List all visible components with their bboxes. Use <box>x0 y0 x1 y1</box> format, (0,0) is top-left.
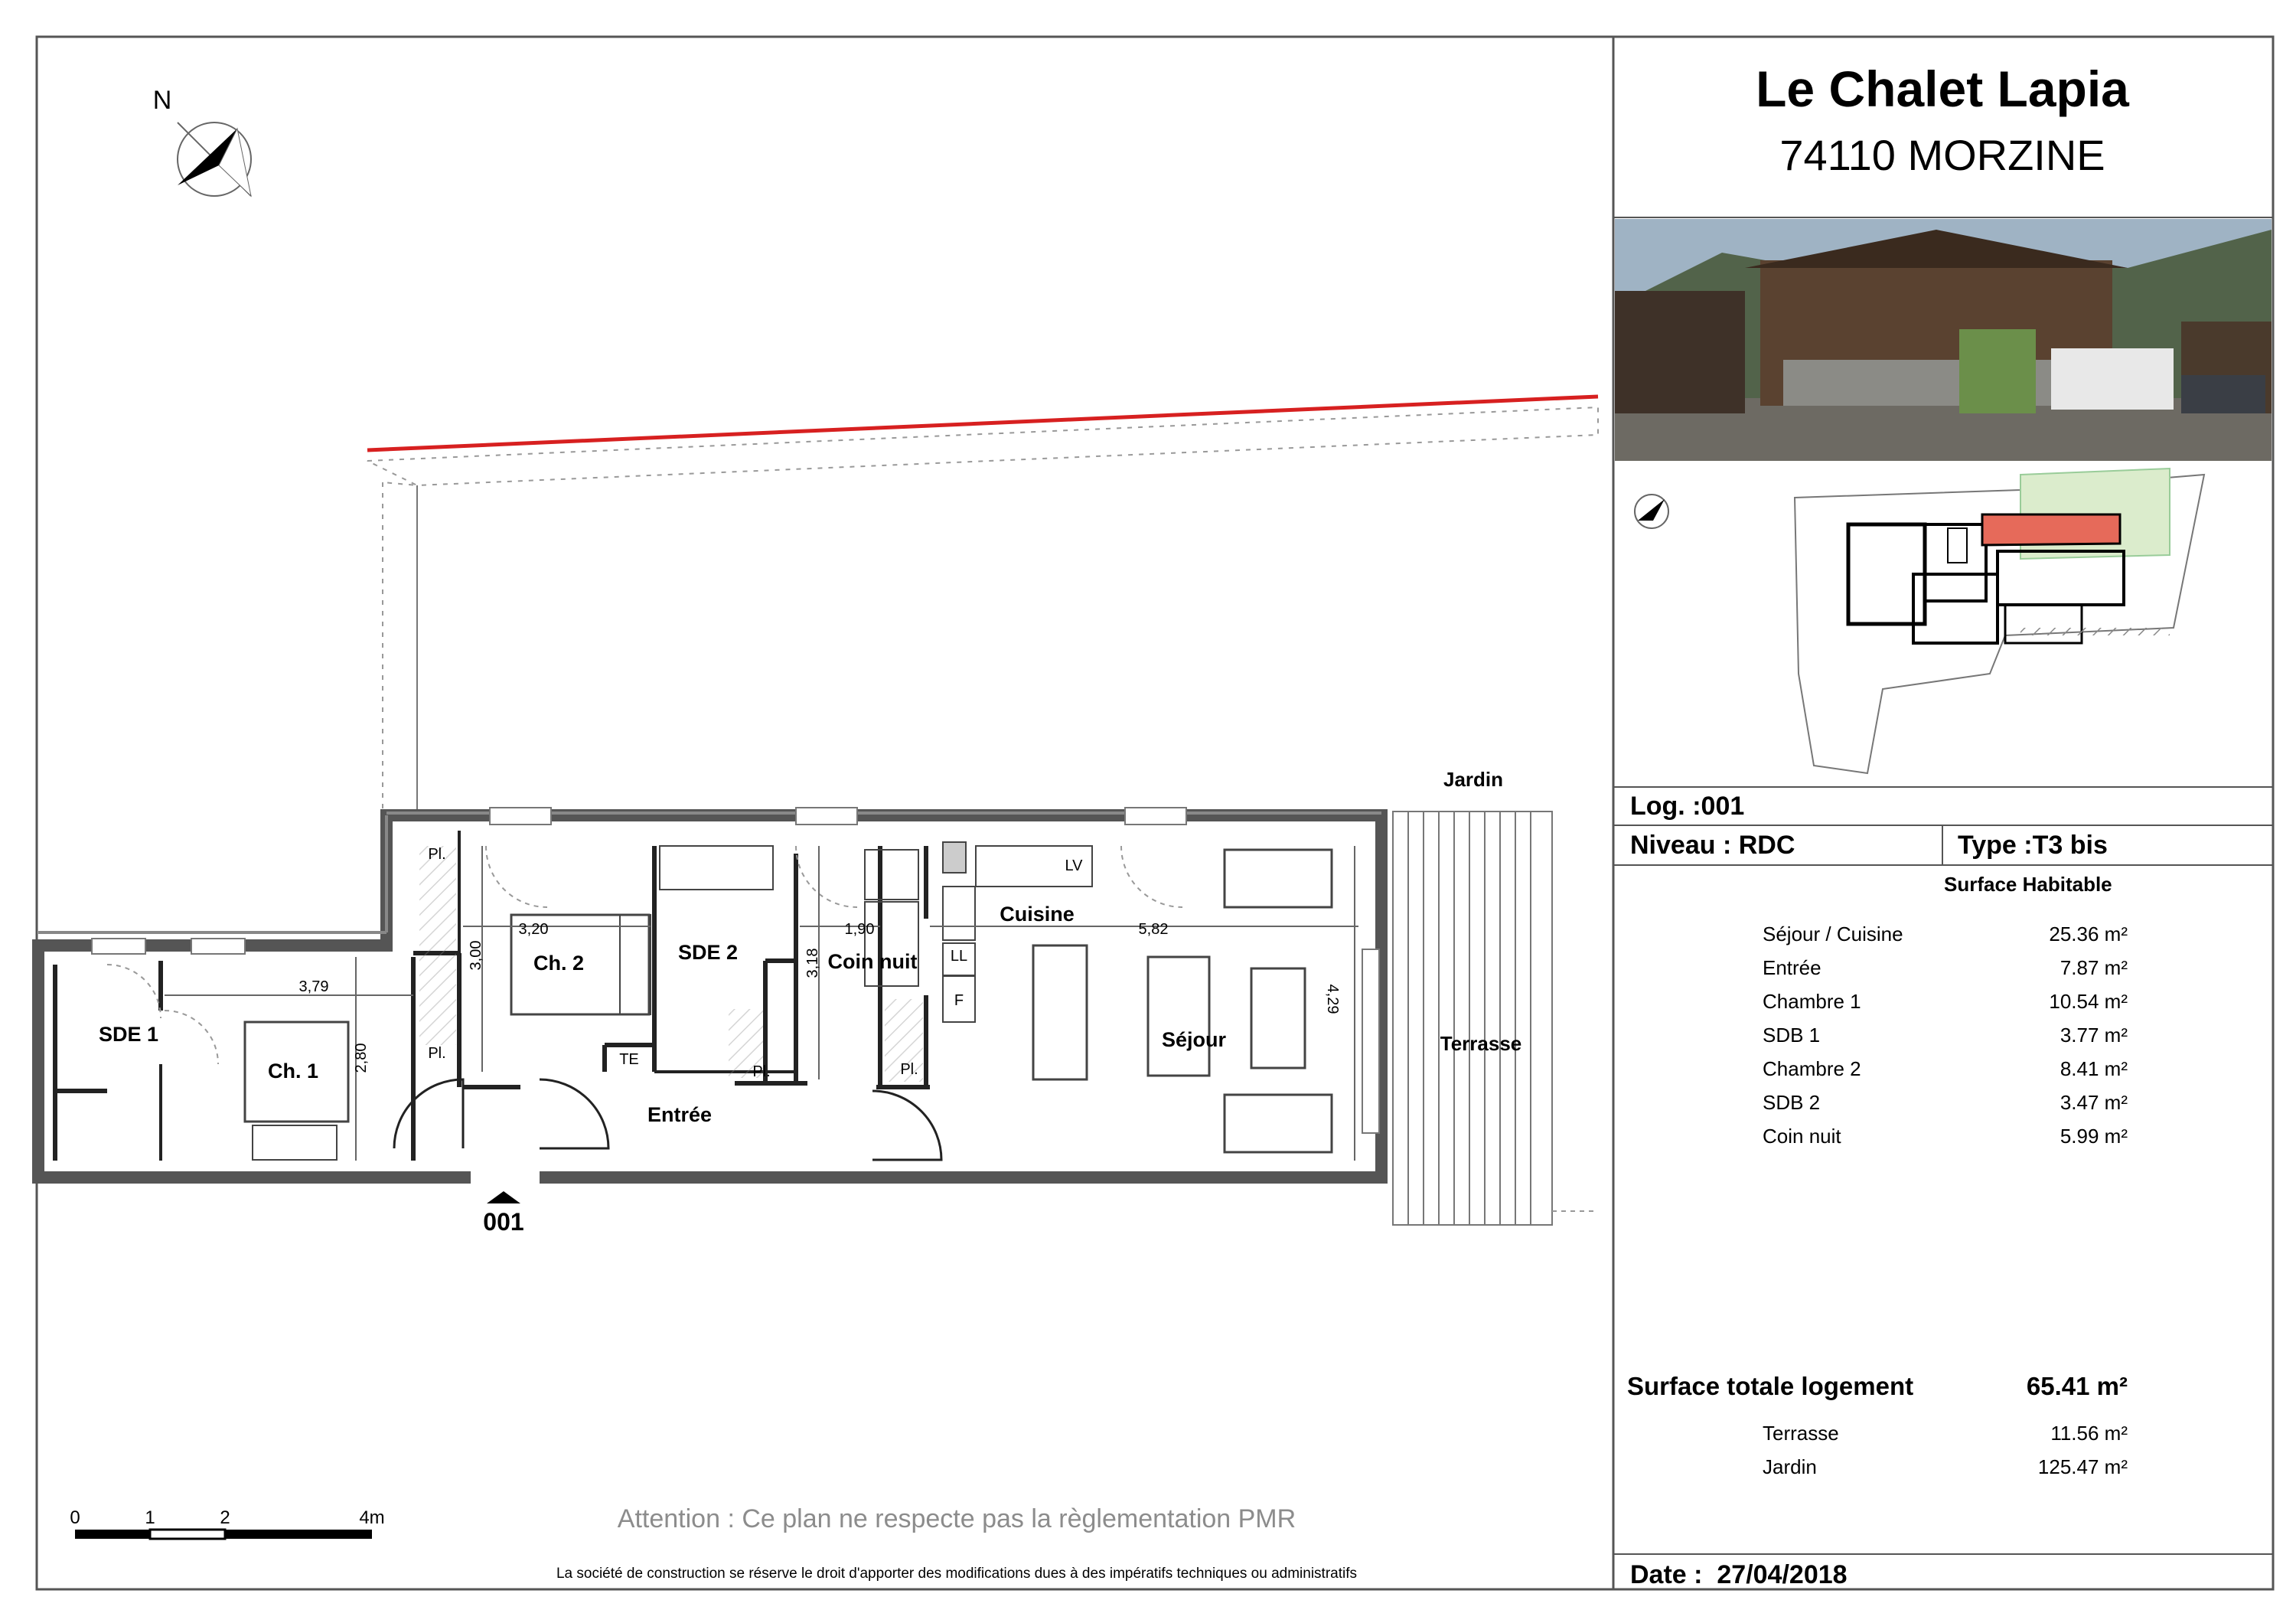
room-label-entree: Entrée <box>647 1103 713 1126</box>
dimension-label: 3,18 <box>804 948 821 978</box>
surface-room-area: 25.36 m² <box>2049 923 2128 945</box>
dimension-label: 4,29 <box>1324 984 1341 1014</box>
project-title: Le Chalet Lapia <box>1756 60 2129 117</box>
dimension-label: 2,80 <box>353 1043 370 1073</box>
pmr-warning: Attention : Ce plan ne respecte pas la règlementation PMR <box>617 1504 1296 1533</box>
dimension-label: 3,00 <box>468 940 484 971</box>
extra-area: 125.47 m² <box>2037 1455 2128 1478</box>
fixture-label: Pl. <box>900 1061 918 1078</box>
dimension-label: 3,20 <box>518 921 549 938</box>
surface-room-area: 10.54 m² <box>2049 990 2128 1013</box>
extra-name: Jardin <box>1763 1455 1817 1478</box>
fixture-label: Pl. <box>428 1045 446 1062</box>
surface-room-area: 8.41 m² <box>2060 1057 2128 1080</box>
log-label: Log. : <box>1630 792 1701 821</box>
room-label-ch1: Ch. 1 <box>267 1060 319 1083</box>
dimension-label: 5,82 <box>1138 921 1169 938</box>
project-address: 74110 MORZINE <box>1779 131 2105 179</box>
room-label-cuisine: Cuisine <box>1000 903 1075 926</box>
surface-room-name: SDB 1 <box>1763 1024 1821 1047</box>
type-label: Type : <box>1958 831 2033 860</box>
room-label-sde1: SDE 1 <box>98 1023 159 1046</box>
unit-number: 001 <box>483 1208 524 1236</box>
room-label-sde2: SDE 2 <box>677 941 739 964</box>
scale-label: 2 <box>220 1507 230 1528</box>
legal-disclaimer: La société de construction se réserve le droit d'apporter des modifications dues à des impératifs techniques ou administratifs <box>556 1566 1357 1582</box>
fixture-label: LV <box>1065 857 1083 874</box>
type-value: T3 bis <box>2032 831 2108 860</box>
surface-room-name: SDB 2 <box>1763 1091 1821 1114</box>
surface-room-area: 7.87 m² <box>2060 956 2128 979</box>
surface-room-name: Séjour / Cuisine <box>1763 923 1903 945</box>
scale-label: 0 <box>70 1507 80 1528</box>
surface-room-name: Chambre 2 <box>1763 1057 1861 1080</box>
fixture-label: TE <box>619 1051 639 1068</box>
fixture-label: Pl. <box>428 846 446 863</box>
room-label-coin-nuit: Coin nuit <box>827 950 918 973</box>
extra-name: Terrasse <box>1763 1422 1839 1445</box>
scale-label: 4m <box>359 1507 385 1528</box>
dimension-label: 3,79 <box>298 978 329 995</box>
surface-room-name: Chambre 1 <box>1763 990 1861 1013</box>
niveau-label: Niveau : <box>1630 831 1732 860</box>
surface-total-label: Surface totale logement <box>1627 1372 1914 1400</box>
compass-north-label: N <box>152 86 172 115</box>
scale-label: 1 <box>145 1507 155 1528</box>
type-field <box>1958 831 2108 860</box>
room-label-sejour: Séjour <box>1161 1028 1227 1051</box>
fixture-label: F <box>954 992 964 1009</box>
extra-area: 11.56 m² <box>2050 1422 2128 1445</box>
room-label-ch2: Ch. 2 <box>533 952 585 975</box>
fixture-label: LL <box>950 948 968 965</box>
niveau-field <box>1630 831 1795 860</box>
surface-room-area: 3.47 m² <box>2060 1091 2128 1114</box>
surface-total-value: 65.41 m² <box>2026 1372 2128 1400</box>
date-label: Date : <box>1630 1560 1703 1589</box>
niveau-value: RDC <box>1738 831 1795 860</box>
surface-room-name: Coin nuit <box>1763 1125 1841 1148</box>
room-label-jardin: Jardin <box>1443 768 1504 791</box>
log-value: 001 <box>1701 792 1745 821</box>
room-label-terrasse: Terrasse <box>1440 1032 1522 1055</box>
surface-heading: Surface Habitable <box>1944 873 2112 896</box>
fixture-label: Pl. <box>752 1063 771 1080</box>
surface-room-name: Entrée <box>1763 956 1821 979</box>
surface-room-area: 5.99 m² <box>2060 1125 2128 1148</box>
date-value: 27/04/2018 <box>1717 1560 1848 1589</box>
surface-room-area: 3.77 m² <box>2060 1024 2128 1047</box>
log-field <box>1630 792 1744 821</box>
dimension-label: 1,90 <box>844 921 875 938</box>
